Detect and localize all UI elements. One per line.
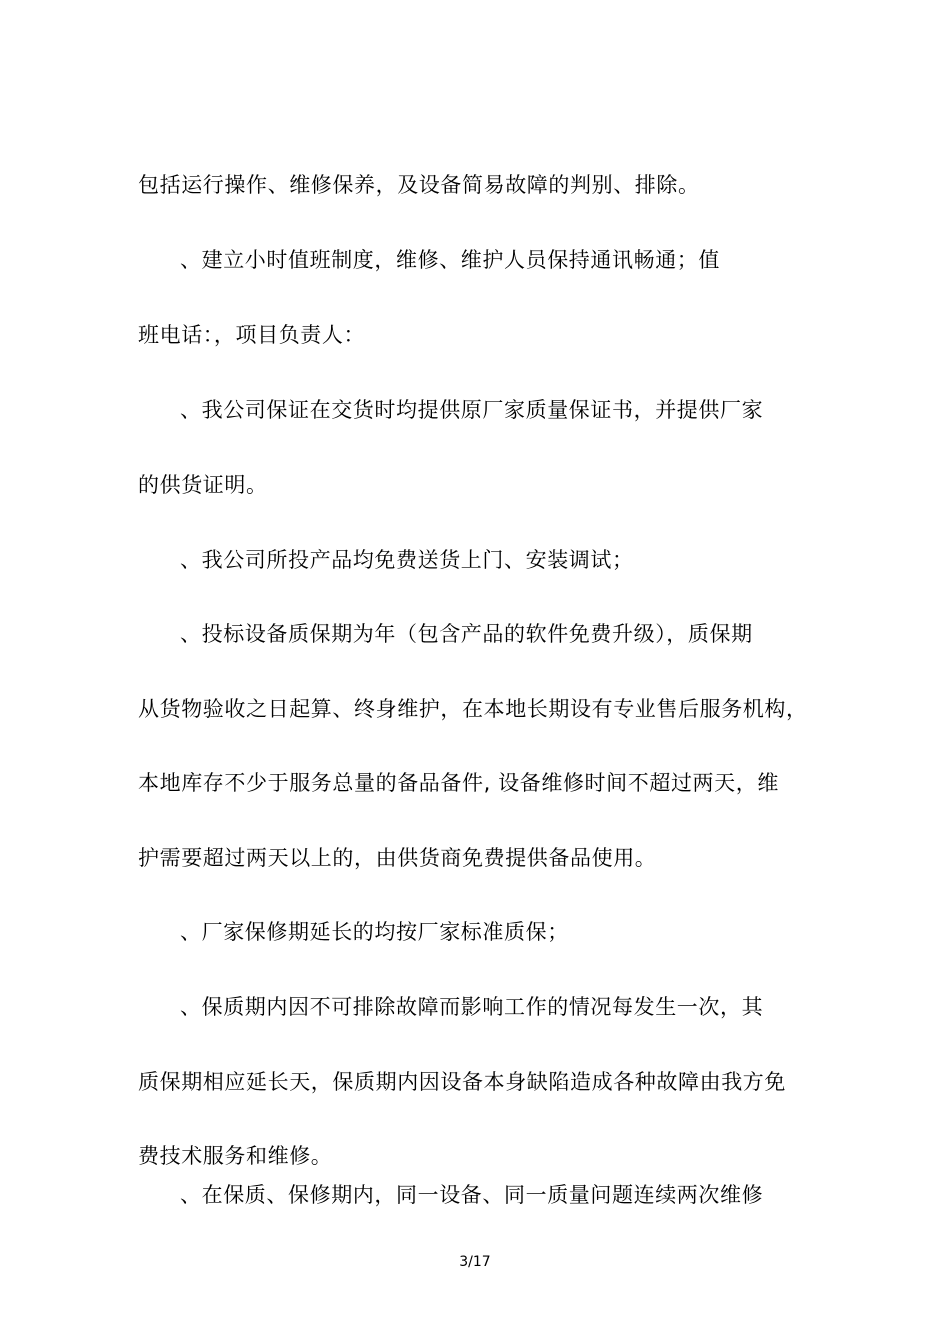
text-line-3: 班电话：，项目负责人： [138, 323, 366, 347]
text-line-4: 、我公司保证在交货时均提供原厂家质量保证书，并提供厂家 [180, 398, 764, 422]
text-line-6: 、我公司所投产品均免费送货上门、安装调试； [180, 548, 634, 572]
text-line-7: 、投标设备质保期为年（包含产品的软件免费升级），质保期 [180, 622, 753, 646]
text-line-12: 、保质期内因不可排除故障而影响工作的情况每发生一次，其 [180, 995, 764, 1019]
text-line-9: 本地库存不少于服务总量的备品备件, 设备维修时间不超过两天，维 [138, 771, 779, 795]
text-line-1: 包括运行操作、维修保养，及设备简易故障的判别、排除。 [138, 173, 700, 197]
page-number: 3/17 [459, 1254, 491, 1270]
text-line-10: 护需要超过两天以上的，由供货商免费提供备品使用。 [138, 846, 657, 870]
text-line-5: 的供货证明。 [138, 473, 268, 497]
text-line-8: 从货物验收之日起算、终身维护，在本地长期设有专业售后服务机构， [138, 697, 808, 721]
text-line-2: 、建立小时值班制度，维修、维护人员保持通讯畅通；值 [180, 248, 720, 272]
text-line-13: 质保期相应延长天，保质期内因设备本身缺陷造成各种故障由我方免 [138, 1070, 786, 1094]
text-line-11: 、厂家保修期延长的均按厂家标准质保； [180, 920, 569, 944]
text-line-14: 费技术服务和维修。 [138, 1144, 333, 1168]
text-line-15: 、在保质、保修期内，同一设备、同一质量问题连续两次维修 [180, 1183, 764, 1207]
